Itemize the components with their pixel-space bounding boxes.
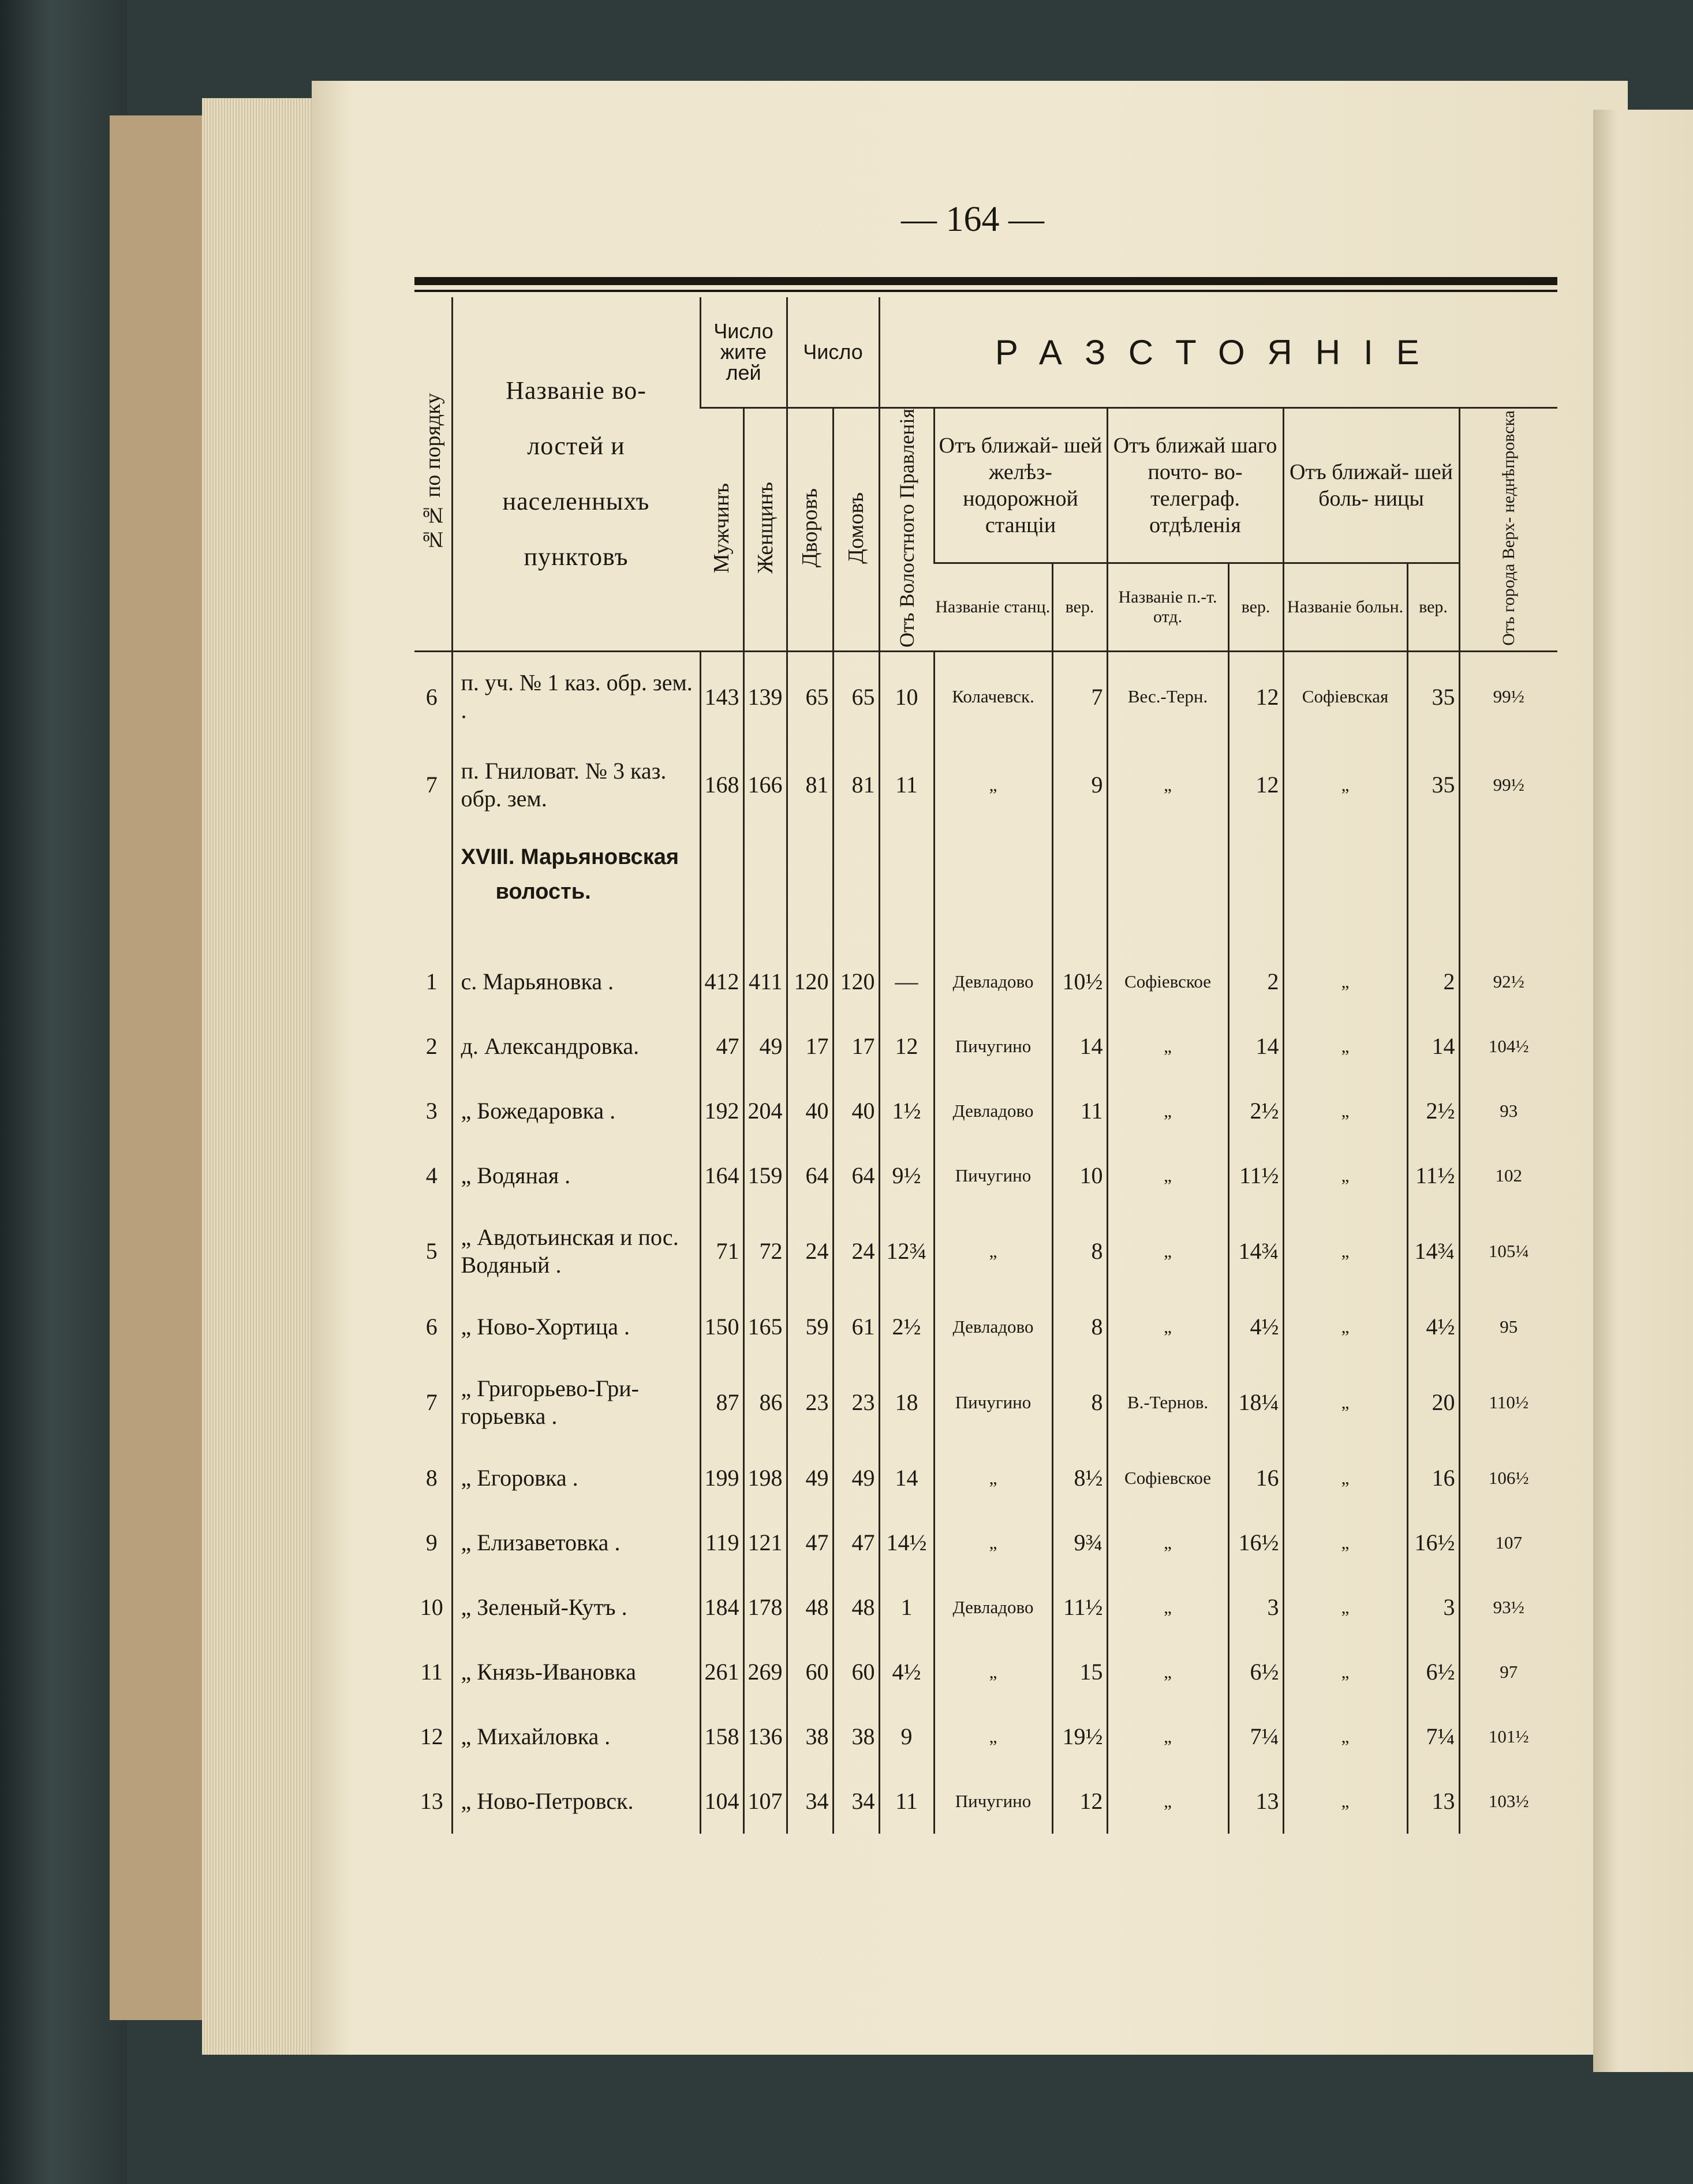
table-cell: 168 — [700, 742, 743, 828]
col-post-header: Отъ ближай шаго почто- во-телеграф. отдѣленія — [1107, 408, 1283, 563]
table-cell: 166 — [743, 742, 787, 828]
table-cell: „ — [934, 1510, 1052, 1575]
table-cell: 11 — [420, 1659, 443, 1685]
col-name-line-2: лостей и — [527, 431, 625, 460]
table-cell: 11 — [879, 1769, 934, 1834]
table-cell: 11 — [1052, 1079, 1107, 1143]
table-cell: 24 — [787, 1208, 833, 1295]
table-cell: 104 — [700, 1769, 743, 1834]
table-cell: 12 — [1228, 742, 1283, 828]
table-cell: 13 — [1407, 1769, 1459, 1834]
table-cell: 102 — [1459, 1143, 1557, 1208]
table-cell: „ — [934, 742, 1052, 828]
table-row — [414, 1143, 1557, 1208]
table-cell: 95 — [1459, 1295, 1557, 1359]
table-cell: 120 — [787, 949, 833, 1014]
table-cell: 24 — [833, 1208, 879, 1295]
table-cell: 86 — [743, 1359, 787, 1446]
sub-post-verst: вер. — [1228, 563, 1283, 651]
table-cell: Колачевск. — [934, 651, 1052, 742]
table-row — [414, 1014, 1557, 1079]
table-cell: п. Гниловат. № 3 каз. обр. зем. — [452, 742, 700, 828]
sub-station-name: Названіе станц. — [934, 563, 1052, 651]
table-cell: 87 — [700, 1359, 743, 1446]
table-cell — [1407, 828, 1459, 949]
table-cell: 10½ — [1052, 949, 1107, 1014]
sub-station-verst: вер. — [1052, 563, 1107, 651]
table-cell: 105¼ — [1459, 1208, 1557, 1295]
table-cell: „ Авдотьинская и пос. Водяный . — [452, 1208, 700, 1295]
table-cell: 204 — [743, 1079, 787, 1143]
col-number-header: №№ по порядку — [414, 297, 452, 651]
table-cell: 16 — [1407, 1446, 1459, 1510]
table-cell: 14¾ — [1228, 1208, 1283, 1295]
table-cell: 5 — [425, 1238, 438, 1265]
table-cell: 14¾ — [1407, 1208, 1459, 1295]
table-row — [414, 1079, 1557, 1143]
table-cell: Девладово — [934, 1079, 1052, 1143]
table-cell: 40 — [787, 1079, 833, 1143]
table-row — [414, 651, 1557, 742]
table-cell: 261 — [700, 1640, 743, 1704]
table-cell: с. Марьяновка . — [452, 949, 700, 1014]
col-women-header: Женщинъ — [743, 408, 787, 652]
table-cell: „ — [1107, 1704, 1228, 1769]
table-cell: 49 — [743, 1014, 787, 1079]
col-yards-header: Дворовъ — [787, 408, 833, 652]
table-row — [414, 1295, 1557, 1359]
table-cell: „ — [934, 1208, 1052, 1295]
table-cell: 99½ — [1459, 742, 1557, 828]
table-cell: 13 — [1228, 1769, 1283, 1834]
table-cell: „ — [1107, 1510, 1228, 1575]
table-cell: „ Егоровка . — [452, 1446, 700, 1510]
table-row — [414, 1640, 1557, 1704]
table-cell: 97 — [1459, 1640, 1557, 1704]
table-cell: „ — [1107, 1640, 1228, 1704]
table-cell: 8 — [1052, 1295, 1107, 1359]
table-cell: 92½ — [1459, 949, 1557, 1014]
table-cell: Пичугино — [934, 1769, 1052, 1834]
table-cell: 6 — [425, 1314, 438, 1340]
top-rule-thin — [414, 290, 1557, 292]
table-cell: 4½ — [879, 1640, 934, 1704]
page-edges — [202, 98, 317, 2055]
table-cell: В.-Тернов. — [1107, 1359, 1228, 1446]
table-cell: 12 — [879, 1014, 934, 1079]
table-cell: 17 — [787, 1014, 833, 1079]
table-cell: 3 — [425, 1098, 438, 1124]
table-cell: „ Григорьево-Гри- горьевка . — [452, 1359, 700, 1446]
table-cell: 8½ — [1052, 1446, 1107, 1510]
table-cell: 14 — [1407, 1014, 1459, 1079]
table-cell: „ Елизаветовка . — [452, 1510, 700, 1575]
table-cell: 12 — [1228, 651, 1283, 742]
table-cell: д. Александровка. — [452, 1014, 700, 1079]
table-cell: 16½ — [1407, 1510, 1459, 1575]
table-cell: Софіевское — [1107, 949, 1228, 1014]
table-cell: „ — [1107, 742, 1228, 828]
table-cell: 7 — [425, 1389, 438, 1416]
table-cell: „ — [1283, 1143, 1407, 1208]
table-cell: 13 — [420, 1788, 443, 1815]
table-cell: „ — [934, 1640, 1052, 1704]
table-cell — [1107, 828, 1228, 949]
table-cell: „ — [1283, 1295, 1407, 1359]
table-cell — [879, 828, 934, 949]
table-cell: 165 — [743, 1295, 787, 1359]
table-cell — [414, 828, 452, 949]
table-row — [414, 742, 1557, 828]
table-cell: 6½ — [1407, 1640, 1459, 1704]
table-cell: 16 — [1228, 1446, 1283, 1510]
table-cell: 1½ — [879, 1079, 934, 1143]
table-row — [414, 1769, 1557, 1834]
table-cell: „ — [1283, 1575, 1407, 1640]
table-cell — [1052, 828, 1107, 949]
table-cell: 121 — [743, 1510, 787, 1575]
table-cell: 107 — [743, 1769, 787, 1834]
table-cell: Девладово — [934, 1295, 1052, 1359]
table-cell: 9½ — [879, 1143, 934, 1208]
table-cell: 49 — [833, 1446, 879, 1510]
table-cell: 192 — [700, 1079, 743, 1143]
table-cell: 23 — [787, 1359, 833, 1446]
table-cell: „ — [1283, 1446, 1407, 1510]
table-cell: 3 — [1407, 1575, 1459, 1640]
table-cell: 71 — [700, 1208, 743, 1295]
table-cell: 14 — [1228, 1014, 1283, 1079]
table-cell: „ — [1107, 1208, 1228, 1295]
table-cell: „ — [1283, 1510, 1407, 1575]
sub-hospital-verst: вер. — [1407, 563, 1459, 651]
table-cell: 3 — [1228, 1575, 1283, 1640]
table-cell: 14 — [879, 1446, 934, 1510]
table-cell: 60 — [833, 1640, 879, 1704]
col-men-header: Мужчинъ — [700, 408, 743, 652]
table-cell: 99½ — [1459, 651, 1557, 742]
table-cell: 81 — [833, 742, 879, 828]
table-cell: Пичугино — [934, 1014, 1052, 1079]
table-cell: 17 — [833, 1014, 879, 1079]
table-cell: 65 — [787, 651, 833, 742]
col-name-line-4: пунктовъ — [524, 542, 629, 571]
table-cell: 4½ — [1407, 1295, 1459, 1359]
table-cell: 7¼ — [1407, 1704, 1459, 1769]
table-cell: п. уч. № 1 каз. обр. зем. . — [452, 651, 700, 742]
table-cell: 60 — [787, 1640, 833, 1704]
table-cell: „ Зеленый-Кутъ . — [452, 1575, 700, 1640]
table-cell — [787, 828, 833, 949]
table-cell: Софіевское — [1107, 1446, 1228, 1510]
col-hospital-header: Отъ ближай- шей боль- ницы — [1283, 408, 1459, 563]
table-row — [414, 1510, 1557, 1575]
table-cell: 1 — [425, 968, 438, 995]
table-cell: 64 — [787, 1143, 833, 1208]
settlements-table — [414, 297, 1557, 1834]
table-cell: 11½ — [1052, 1575, 1107, 1640]
table-cell: „ Михайловка . — [452, 1704, 700, 1769]
table-cell: 10 — [879, 651, 934, 742]
table-cell: 10 — [1052, 1143, 1107, 1208]
table-cell: 23 — [833, 1359, 879, 1446]
table-cell: 65 — [833, 651, 879, 742]
table-cell: — — [879, 949, 934, 1014]
table-cell: 11½ — [1228, 1143, 1283, 1208]
table-cell: 35 — [1407, 742, 1459, 828]
table-cell: 2½ — [1228, 1079, 1283, 1143]
table-cell: 14½ — [879, 1510, 934, 1575]
table-cell: „ — [1107, 1575, 1228, 1640]
table-cell: 4½ — [1228, 1295, 1283, 1359]
table-cell: „ — [1107, 1014, 1228, 1079]
table-cell: „ — [1107, 1295, 1228, 1359]
table-cell: 6½ — [1228, 1640, 1283, 1704]
table-cell: 38 — [787, 1704, 833, 1769]
table-cell: 11½ — [1407, 1143, 1459, 1208]
table-cell: 40 — [833, 1079, 879, 1143]
sub-post-name: Названіе п.-т. отд. — [1107, 563, 1228, 651]
table-cell: „ — [1283, 1640, 1407, 1704]
table-cell: „ Водяная . — [452, 1143, 700, 1208]
table-cell: 120 — [833, 949, 879, 1014]
table-cell: 2 — [425, 1033, 438, 1060]
table-cell: 9 — [879, 1704, 934, 1769]
table-row — [414, 1704, 1557, 1769]
table-cell: 2½ — [1407, 1079, 1459, 1143]
table-cell: 159 — [743, 1143, 787, 1208]
table-cell: 8 — [1052, 1208, 1107, 1295]
table-cell: 81 — [787, 742, 833, 828]
section-title: XVIII. Марьяновская волость. — [452, 828, 700, 949]
col-population-header: Число жите лей — [700, 297, 787, 408]
table-cell: 107 — [1459, 1510, 1557, 1575]
table-cell: „ — [1283, 1704, 1407, 1769]
table-cell: 93 — [1459, 1079, 1557, 1143]
top-rule — [414, 277, 1557, 285]
next-page-edge — [1593, 110, 1693, 2072]
section-row — [414, 828, 1557, 949]
table-cell: 101½ — [1459, 1704, 1557, 1769]
table-cell — [1228, 828, 1283, 949]
table-cell: 16½ — [1228, 1510, 1283, 1575]
table-cell: Софіевская — [1283, 651, 1407, 742]
table-cell: 34 — [833, 1769, 879, 1834]
col-rail-header: Отъ ближай- шей желѣз- нодорожной станціи — [934, 408, 1107, 563]
table-cell: 47 — [787, 1510, 833, 1575]
table-row — [414, 1208, 1557, 1295]
table-cell: 64 — [833, 1143, 879, 1208]
table-cell: „ — [1283, 1208, 1407, 1295]
table-cell: „ Божедаровка . — [452, 1079, 700, 1143]
table-cell: 15 — [1052, 1640, 1107, 1704]
table-cell: 150 — [700, 1295, 743, 1359]
table-cell: 199 — [700, 1446, 743, 1510]
table-cell: 20 — [1407, 1359, 1459, 1446]
table-cell: 9¾ — [1052, 1510, 1107, 1575]
table-cell: 7 — [425, 772, 438, 798]
table-cell — [1459, 828, 1557, 949]
table-cell — [743, 828, 787, 949]
table-cell: 49 — [787, 1446, 833, 1510]
table-cell: 106½ — [1459, 1446, 1557, 1510]
table-cell: 119 — [700, 1510, 743, 1575]
table-cell: Пичугино — [934, 1359, 1052, 1446]
table-cell: Пичугино — [934, 1143, 1052, 1208]
table-cell: „ — [1107, 1079, 1228, 1143]
table-cell: „ Ново-Петровск. — [452, 1769, 700, 1834]
book-spine — [0, 0, 127, 2184]
table-row — [414, 949, 1557, 1014]
table-cell: 35 — [1407, 651, 1459, 742]
table-cell: „ — [1107, 1143, 1228, 1208]
table-cell: 1 — [879, 1575, 934, 1640]
table-cell: 143 — [700, 651, 743, 742]
table-cell: 93½ — [1459, 1575, 1557, 1640]
col-city-header: Отъ города Верх- неднѣпровска — [1459, 408, 1557, 652]
col-distance-header: РАЗСТОЯНІЕ — [879, 297, 1557, 408]
table-cell: 412 — [700, 949, 743, 1014]
table-cell: Девладово — [934, 1575, 1052, 1640]
table-cell: 12 — [420, 1723, 443, 1750]
table-cell: 103½ — [1459, 1769, 1557, 1834]
table-cell: 104½ — [1459, 1014, 1557, 1079]
table-cell: 12 — [1052, 1769, 1107, 1834]
table-cell: 164 — [700, 1143, 743, 1208]
table-cell: 18¼ — [1228, 1359, 1283, 1446]
table-cell: „ — [1283, 1079, 1407, 1143]
table-cell: 19½ — [1052, 1704, 1107, 1769]
table-cell: 269 — [743, 1640, 787, 1704]
table-cell — [700, 828, 743, 949]
table-cell: 158 — [700, 1704, 743, 1769]
table-cell: 8 — [1052, 1359, 1107, 1446]
table-cell: 411 — [743, 949, 787, 1014]
table-cell: 110½ — [1459, 1359, 1557, 1446]
table-cell: 198 — [743, 1446, 787, 1510]
col-name-header — [452, 297, 700, 651]
col-name-line-3: населенныхъ — [502, 487, 650, 515]
table-cell: 4 — [425, 1162, 438, 1189]
col-name-line-1: Названіе во- — [506, 376, 646, 405]
table-cell: 139 — [743, 651, 787, 742]
table-cell — [1283, 828, 1407, 949]
table-cell: 2 — [1228, 949, 1283, 1014]
table-cell: 8 — [425, 1465, 438, 1491]
col-houses-header: Домовъ — [833, 408, 879, 652]
table-cell: 59 — [787, 1295, 833, 1359]
table-row — [414, 1575, 1557, 1640]
table-row — [414, 1446, 1557, 1510]
table-cell: 7¼ — [1228, 1704, 1283, 1769]
table-cell: Девладово — [934, 949, 1052, 1014]
table-cell: 6 — [425, 683, 438, 710]
table-cell — [934, 828, 1052, 949]
table-cell: 48 — [787, 1575, 833, 1640]
table-cell: „ — [1107, 1769, 1228, 1834]
table-cell: 7 — [1052, 651, 1107, 742]
table-cell: „ — [1283, 949, 1407, 1014]
sub-hospital-name: Названіе больн. — [1283, 563, 1407, 651]
table-cell: „ — [934, 1446, 1052, 1510]
table-cell: 136 — [743, 1704, 787, 1769]
table-cell: 47 — [833, 1510, 879, 1575]
table-cell: 18 — [879, 1359, 934, 1446]
table-row — [414, 1359, 1557, 1446]
table-cell: „ Князь-Ивановка — [452, 1640, 700, 1704]
table-cell: 178 — [743, 1575, 787, 1640]
table-cell: 9 — [425, 1529, 438, 1556]
table-cell: 2½ — [879, 1295, 934, 1359]
table-cell: „ Ново-Хортица . — [452, 1295, 700, 1359]
table-cell — [833, 828, 879, 949]
table-cell: „ — [1283, 1014, 1407, 1079]
table-cell: „ — [1283, 1769, 1407, 1834]
table-cell: 10 — [420, 1594, 443, 1621]
table-cell: „ — [1283, 1359, 1407, 1446]
col-volost-header: Отъ Волостного Правленія — [879, 408, 934, 652]
table-cell: 184 — [700, 1575, 743, 1640]
table-cell: 48 — [833, 1575, 879, 1640]
table-cell: 12¾ — [879, 1208, 934, 1295]
table-cell: 14 — [1052, 1014, 1107, 1079]
table-cell: 2 — [1407, 949, 1459, 1014]
table-cell: 61 — [833, 1295, 879, 1359]
table-cell: Вес.-Терн. — [1107, 651, 1228, 742]
table-cell: 9 — [1052, 742, 1107, 828]
page-number: — 164 — — [901, 200, 1044, 239]
col-count-header: Число — [787, 297, 879, 408]
table-cell: 38 — [833, 1704, 879, 1769]
table-cell: 11 — [879, 742, 934, 828]
table-cell: 72 — [743, 1208, 787, 1295]
table-cell: „ — [934, 1704, 1052, 1769]
table-cell: 34 — [787, 1769, 833, 1834]
table-cell: „ — [1283, 742, 1407, 828]
table-cell: 47 — [700, 1014, 743, 1079]
